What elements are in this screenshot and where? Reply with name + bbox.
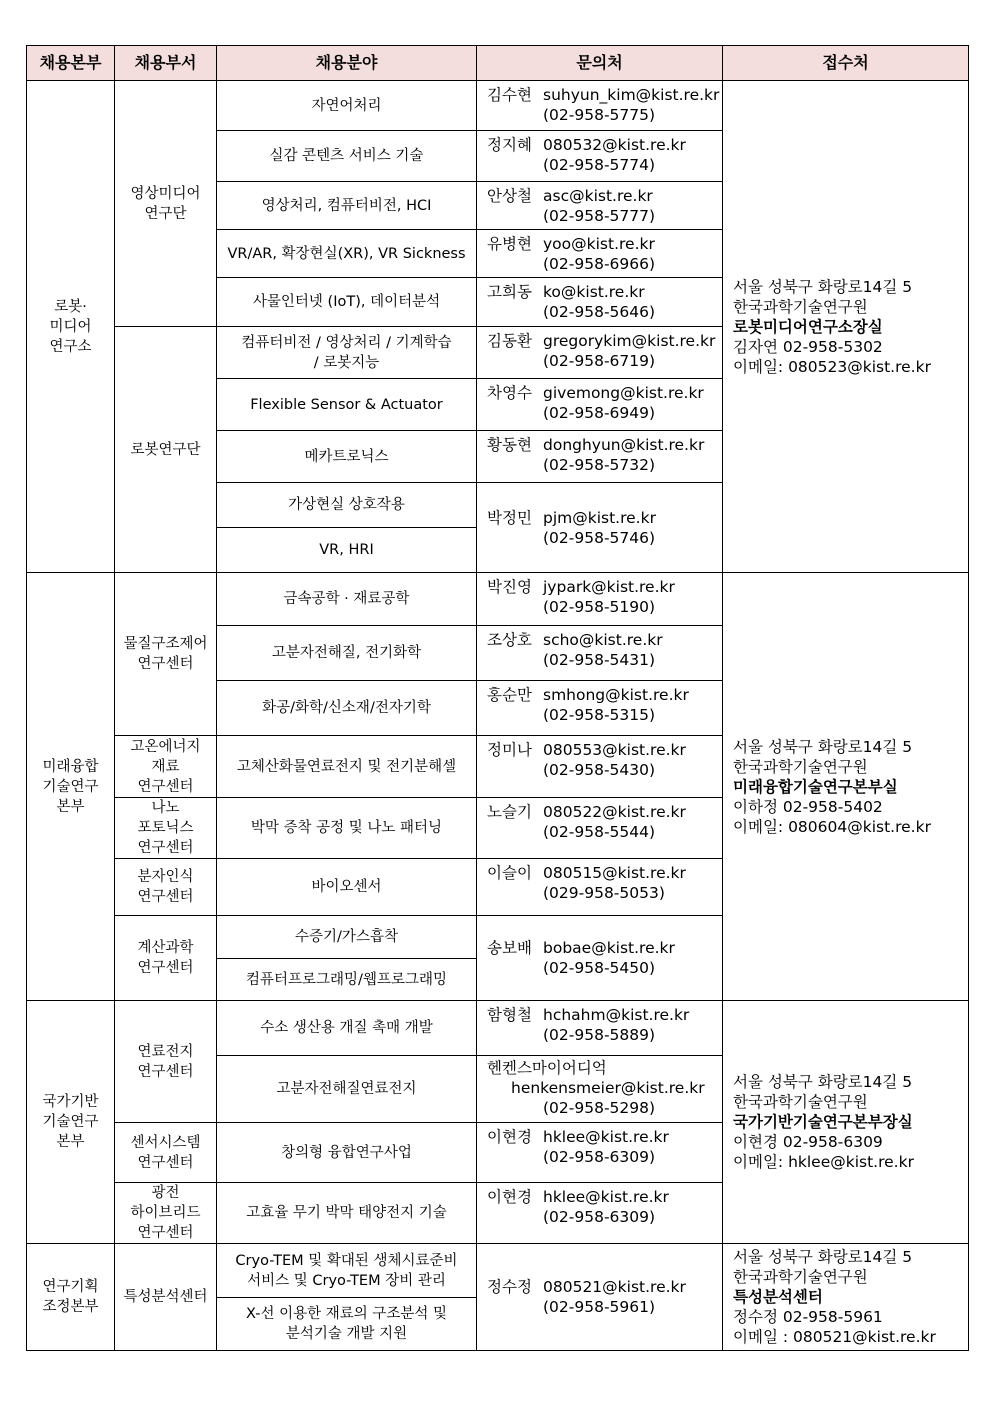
contact-phone: (02-958-5646): [543, 303, 656, 321]
receipt-email[interactable]: 이메일: 080604@kist.re.kr: [733, 817, 931, 836]
header-row: [27, 46, 969, 81]
field-cell: 실감 콘텐츠 서비스 기술: [217, 131, 477, 182]
receipt-institute: 한국과학기술연구원: [733, 1093, 868, 1111]
field-cell: 고분자전해질, 전기화학: [217, 626, 477, 681]
contact-cell: [477, 626, 723, 681]
contact-email[interactable]: gregorykim@kist.re.kr: [543, 332, 716, 350]
field-cell: 고효율 무기 박막 태양전지 기술: [217, 1183, 477, 1244]
field-cell: VR/AR, 확장현실(XR), VR Sickness: [217, 230, 477, 278]
contact-name: 홍순만: [487, 686, 532, 704]
dept-cell: 로봇연구단: [115, 327, 217, 573]
dept-cell: 나노 포토닉스 연구센터: [115, 798, 217, 859]
contact-phone: (02-958-5777): [543, 207, 656, 225]
contact-cell: [477, 798, 723, 859]
receipt-cell: [723, 81, 969, 573]
contact-cell: [477, 278, 723, 327]
dept-cell: 계산과학 연구센터: [115, 916, 217, 1001]
contact-name: 유병현: [487, 235, 532, 253]
receipt-person: 이하정 02-958-5402: [733, 797, 883, 816]
contact-name: 김동환: [487, 332, 532, 350]
contact-name: 이슬이: [487, 864, 532, 882]
contact-email[interactable]: donghyun@kist.re.kr: [543, 436, 705, 454]
receipt-address: 서울 성북구 화랑로14길 5: [733, 1073, 913, 1091]
contact-cell: [477, 681, 723, 736]
contact-phone: (02-958-5774): [543, 156, 656, 174]
contact-email[interactable]: bobae@kist.re.kr: [543, 939, 675, 957]
contact-email[interactable]: smhong@kist.re.kr: [543, 686, 689, 704]
contact-email[interactable]: 080521@kist.re.kr: [543, 1278, 686, 1296]
header-receipt: 접수처: [723, 46, 969, 81]
field-cell: Cryo-TEM 및 확대된 생체시료준비 서비스 및 Cryo-TEM 장비 관리: [217, 1244, 477, 1298]
contact-email[interactable]: asc@kist.re.kr: [543, 187, 653, 205]
field-cell: 화공/화학/신소재/전자기학: [217, 681, 477, 736]
contact-phone: (029-958-5053): [543, 884, 665, 902]
receipt-address: 서울 성북구 화랑로14길 5: [733, 1248, 913, 1266]
field-cell: 메카트로닉스: [217, 431, 477, 483]
contact-name: 노슬기: [487, 803, 532, 821]
contact-cell: [477, 431, 723, 483]
header-contact: 문의처: [477, 46, 723, 81]
field-cell: Flexible Sensor & Actuator: [217, 379, 477, 431]
contact-phone: (02-958-6309): [543, 1208, 656, 1226]
receipt-office: 특성분석센터: [733, 1288, 823, 1306]
dept-cell: 센서시스템 연구센터: [115, 1123, 217, 1183]
contact-name: 조상호: [487, 631, 532, 649]
contact-phone: (02-958-5431): [543, 651, 656, 669]
contact-phone: (02-958-5430): [543, 761, 656, 779]
contact-name: 정수정: [487, 1278, 532, 1296]
contact-name: 김수현: [487, 86, 532, 104]
contact-email[interactable]: 080532@kist.re.kr: [543, 136, 686, 154]
contact-cell: [477, 1183, 723, 1244]
table-row: [27, 81, 969, 131]
contact-name: 함형철: [487, 1006, 532, 1024]
hq-cell: 로봇· 미디어 연구소: [27, 81, 115, 573]
contact-name: 황동현: [487, 436, 532, 454]
contact-cell: [477, 483, 723, 573]
contact-name: 고희동: [487, 283, 532, 301]
contact-email[interactable]: jypark@kist.re.kr: [543, 578, 675, 596]
contact-cell: [477, 1244, 723, 1351]
contact-email[interactable]: 080522@kist.re.kr: [543, 803, 686, 821]
field-cell: 금속공학 · 재료공학: [217, 573, 477, 626]
dept-cell: 고온에너지 재료 연구센터: [115, 736, 217, 798]
receipt-email[interactable]: 이메일 : 080521@kist.re.kr: [733, 1328, 936, 1346]
field-cell: 수소 생산용 개질 촉매 개발: [217, 1001, 477, 1056]
contact-phone: (02-958-5298): [543, 1099, 656, 1117]
field-cell: X-선 이용한 재료의 구조분석 및 분석기술 개발 지원: [217, 1298, 477, 1351]
contact-phone: (02-958-5544): [543, 823, 656, 841]
hq-cell: 미래융합 기술연구 본부: [27, 573, 115, 1001]
contact-name: 박정민: [487, 508, 532, 527]
table-row: [27, 573, 969, 626]
contact-name: 헨켄스마이어디억: [487, 1059, 607, 1077]
field-cell: 박막 증착 공정 및 나노 패터닝: [217, 798, 477, 859]
contact-email[interactable]: yoo@kist.re.kr: [543, 235, 655, 253]
contact-phone: (02-958-5961): [543, 1298, 656, 1316]
contact-cell: [477, 182, 723, 230]
hq-cell: 연구기획 조정본부: [27, 1244, 115, 1351]
contact-phone: (02-958-5450): [543, 959, 656, 977]
dept-cell: 연료전지 연구센터: [115, 1001, 217, 1123]
contact-name: 차영수: [487, 384, 532, 402]
dept-cell: 영상미디어 연구단: [115, 81, 217, 327]
receipt-institute: 한국과학기술연구원: [733, 1268, 868, 1286]
receipt-office: 로봇미디어연구소장실: [733, 317, 883, 336]
receipt-cell: [723, 1244, 969, 1351]
receipt-email[interactable]: 이메일: hklee@kist.re.kr: [733, 1153, 914, 1171]
contact-cell: [477, 379, 723, 431]
contact-cell: [477, 859, 723, 916]
contact-phone: (02-958-6309): [543, 1148, 656, 1166]
contact-phone: (02-958-5732): [543, 456, 656, 474]
receipt-address: 서울 성북구 화랑로14길 5: [733, 277, 913, 296]
contact-email[interactable]: givemong@kist.re.kr: [543, 384, 704, 402]
contact-name: 송보배: [487, 939, 532, 957]
dept-cell: 광전 하이브리드 연구센터: [115, 1183, 217, 1244]
contact-phone: (02-958-5190): [543, 598, 656, 616]
contact-cell: [477, 916, 723, 1001]
contact-cell: [477, 1001, 723, 1056]
dept-cell: 특성분석센터: [115, 1244, 217, 1351]
contact-cell: [477, 1056, 723, 1123]
contact-cell: [477, 573, 723, 626]
receipt-cell: [723, 1001, 969, 1244]
table-row: [27, 1001, 969, 1056]
hq-cell: 국가기반 기술연구 본부: [27, 1001, 115, 1244]
contact-email[interactable]: hchahm@kist.re.kr: [543, 1006, 690, 1024]
contact-name: 박진영: [487, 578, 532, 596]
recruitment-table: [26, 45, 969, 1351]
receipt-institute: 한국과학기술연구원: [733, 297, 868, 316]
contact-cell: [477, 327, 723, 379]
contact-name: 정지혜: [487, 136, 532, 154]
field-cell: 고체산화물연료전지 및 전기분해셀: [217, 736, 477, 798]
contact-phone: (02-958-5315): [543, 706, 656, 724]
contact-email[interactable]: pjm@kist.re.kr: [543, 508, 656, 527]
contact-email[interactable]: suhyun_kim@kist.re.kr: [543, 86, 720, 104]
receipt-person: 김자연 02-958-5302: [733, 337, 883, 356]
field-cell: 수증기/가스흡착: [217, 916, 477, 959]
field-cell: 컴퓨터비전 / 영상처리 / 기계학습 / 로봇지능: [217, 327, 477, 379]
contact-email[interactable]: scho@kist.re.kr: [543, 631, 663, 649]
field-cell: VR, HRI: [217, 528, 477, 573]
receipt-address: 서울 성북구 화랑로14길 5: [733, 737, 913, 756]
contact-email[interactable]: ko@kist.re.kr: [543, 283, 645, 301]
receipt-office: 미래융합기술연구본부실: [733, 777, 898, 796]
contact-cell: [477, 131, 723, 182]
receipt-cell: [723, 573, 969, 1001]
field-cell: 고분자전해질연료전지: [217, 1056, 477, 1123]
receipt-institute: 한국과학기술연구원: [733, 757, 868, 776]
receipt-person: 정수정 02-958-5961: [733, 1308, 883, 1326]
header-hq: 채용본부: [27, 46, 115, 81]
field-cell: 바이오센서: [217, 859, 477, 916]
contact-name: 정미나: [487, 741, 532, 759]
field-cell: 가상현실 상호작용: [217, 483, 477, 528]
table-row: [27, 1244, 969, 1298]
contact-phone: (02-958-5775): [543, 106, 656, 124]
receipt-person: 이현경 02-958-6309: [733, 1133, 883, 1151]
contact-phone: (02-958-6949): [543, 404, 656, 422]
field-cell: 영상처리, 컴퓨터비전, HCI: [217, 182, 477, 230]
contact-cell: [477, 81, 723, 131]
header-field: 채용분야: [217, 46, 477, 81]
contact-email[interactable]: 080553@kist.re.kr: [543, 741, 686, 759]
header-dept: 채용부서: [115, 46, 217, 81]
receipt-email[interactable]: 이메일: 080523@kist.re.kr: [733, 357, 931, 376]
contact-phone: (02-958-6719): [543, 352, 656, 370]
contact-phone: (02-958-5746): [543, 528, 656, 547]
contact-phone: (02-958-5889): [543, 1026, 656, 1044]
dept-cell: 물질구조제어 연구센터: [115, 573, 217, 736]
contact-email[interactable]: henkensmeier@kist.re.kr: [511, 1079, 705, 1097]
contact-email[interactable]: 080515@kist.re.kr: [543, 864, 686, 882]
contact-email[interactable]: hklee@kist.re.kr: [543, 1128, 669, 1146]
contact-cell: [477, 230, 723, 278]
contact-cell: [477, 736, 723, 798]
field-cell: 창의형 융합연구사업: [217, 1123, 477, 1183]
field-cell: 자연어처리: [217, 81, 477, 131]
dept-cell: 분자인식 연구센터: [115, 859, 217, 916]
contact-phone: (02-958-6966): [543, 255, 656, 273]
field-cell: 컴퓨터프로그래밍/웹프로그래밍: [217, 959, 477, 1001]
contact-name: 안상철: [487, 187, 532, 205]
contact-name: 이현경: [487, 1128, 532, 1146]
contact-name: 이현경: [487, 1188, 532, 1206]
contact-cell: [477, 1123, 723, 1183]
contact-email[interactable]: hklee@kist.re.kr: [543, 1188, 669, 1206]
receipt-office: 국가기반기술연구본부장실: [733, 1113, 913, 1131]
field-cell: 사물인터넷 (IoT), 데이터분석: [217, 278, 477, 327]
